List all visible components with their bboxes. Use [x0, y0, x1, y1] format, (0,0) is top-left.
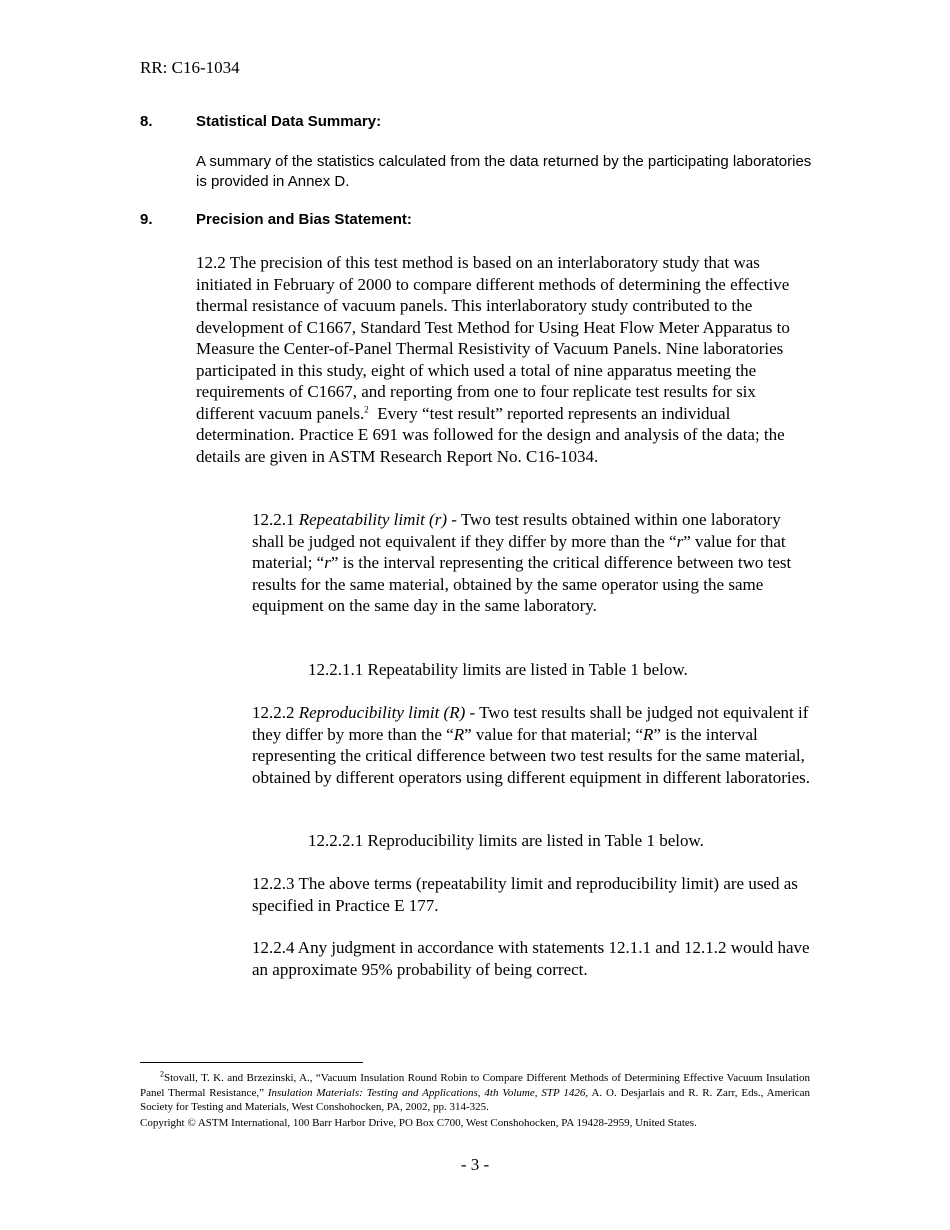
paragraph-12-2-1-1: 12.2.1.1 Repeatability limits are listed in Table 1 below.	[308, 660, 688, 679]
symbol-r: r	[324, 553, 331, 572]
term-repeatability-limit: Repeatability limit (r)	[298, 510, 447, 529]
text-segment: - Two test results obtained within one laboratory shall be judged not equivalent if they differ by more than the “	[252, 510, 781, 551]
paragraph-12-2-2	[252, 702, 812, 788]
section-9-number: 9.	[140, 211, 153, 228]
footnote-divider	[140, 1062, 363, 1063]
page-number: - 3 -	[460, 1155, 490, 1174]
paragraph-12-2-text-b: Every “test result” reported represents an individual determination. Practice E 691 was followed for the design and analysis of the data; the details are given in ASTM Research Report No. C16-1034.	[196, 403, 789, 466]
footnote-marker: 2	[160, 1069, 164, 1079]
footnote-ref-2: 2	[364, 403, 369, 414]
text-segment: ” is the interval representing the critical difference between two test results for the same material, obtained by the same operator using the same equipment on the same day in the same laboratory.	[252, 553, 792, 615]
text-segment: ” is the interval representing the critical difference between two test results for the same material, obtained by different operators using different equipment in different laboratories.	[252, 724, 810, 787]
paragraph-12-2-1	[252, 509, 812, 617]
report-id-header: RR: C16-1034	[140, 58, 240, 77]
footnote-text-a: Stovall, T. K. and Brzezinski, A., “Vacuum Insulation Round Robin to Compare Different Methods of Determining Effective Vacuum Insulation Panel Thermal Resistance,”	[140, 1072, 810, 1099]
section-8-number: 8.	[140, 113, 153, 130]
paragraph-12-2	[196, 252, 816, 467]
paragraph-number: 12.2.1	[252, 510, 299, 529]
section-9-title: Precision and Bias Statement:	[196, 211, 412, 228]
copyright-notice: Copyright © ASTM International, 100 Barr Harbor Drive, PO Box C700, West Conshohocken, PA 19428-2959, United States.	[140, 1117, 697, 1129]
section-8-title: Statistical Data Summary:	[196, 113, 382, 130]
paragraph-12-2-4: 12.2.4 Any judgment in accordance with statements 12.1.1 and 12.1.2 would have an approximate 95% probability of being correct.	[252, 938, 810, 979]
footnote-publication-title: Insulation Materials: Testing and Applications, 4th Volume, STP 1426	[267, 1086, 586, 1099]
text-segment: ” value for that material; “	[464, 724, 644, 744]
symbol-R: R	[643, 724, 654, 744]
section-8-text: A summary of the statistics calculated from the data returned by the participating laboratories is provided in Annex D.	[196, 153, 812, 190]
text-segment: - Two test results shall be judged not equivalent if they differ by more than the “	[252, 703, 809, 744]
symbol-R: R	[453, 724, 465, 744]
paragraph-12-2-text-a: 12.2 The precision of this test method is based on an interlaboratory study that was initiated in February of 2000 to compare different methods of determining the effective thermal resistance of vacuum panels. This interlaboratory study contributed to the development of C1667, Standard Test Method for Using Heat Flow Meter Apparatus to Measure the Center-of-Panel Thermal Resistivity of Vacuum Panels. Nine laboratories participated in this study, eight of which used a total of nine apparatus meeting the requirements of C1667, and reporting from one to four replicate test results for six different vacuum panels.	[196, 253, 790, 423]
paragraph-12-2-2-1: 12.2.2.1 Reproducibility limits are listed in Table 1 below.	[308, 831, 704, 850]
paragraph-number: 12.2.2	[252, 703, 299, 722]
paragraph-12-2-3: 12.2.3 The above terms (repeatability limit and reproducibility limit) are used as specified in Practice E 177.	[252, 874, 798, 915]
footnote-2	[140, 1071, 810, 1115]
footnote-text-b: , A. O. Desjarlais and R. R. Zarr, Eds., American Society for Testing and Materials, West Conshohocken, PA, 2002, pp. 314-325.	[140, 1086, 811, 1113]
symbol-r: r	[676, 531, 684, 551]
term-reproducibility-limit: Reproducibility limit (R)	[298, 703, 466, 722]
text-segment: ” value for that material; “	[252, 531, 786, 572]
